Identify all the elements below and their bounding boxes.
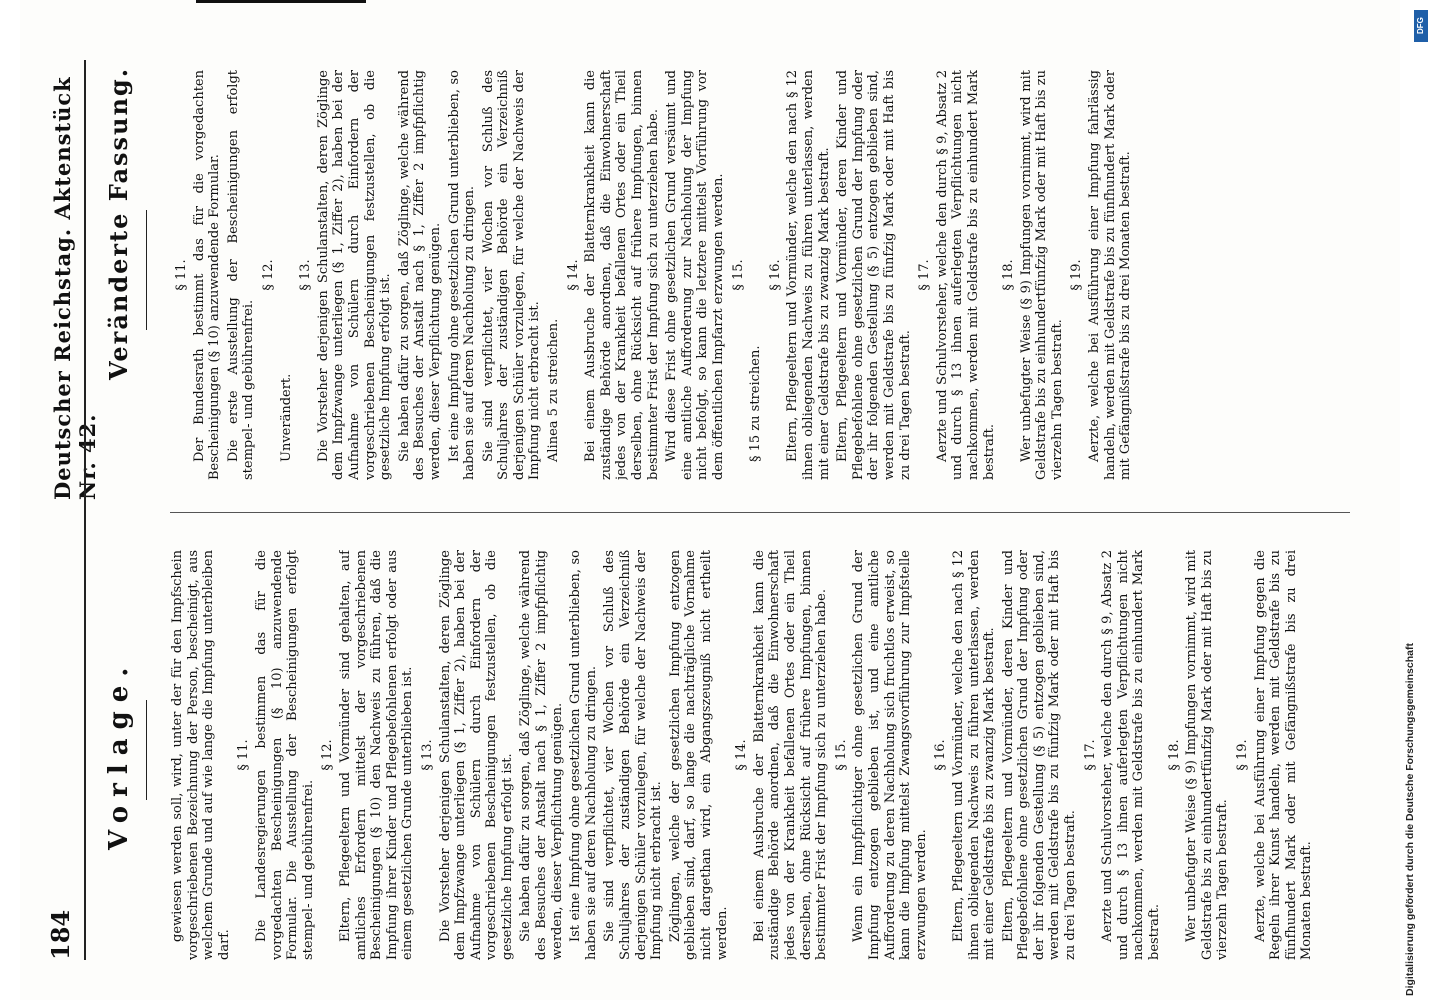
section-number: § 19.	[1069, 259, 1085, 291]
right-heading-underline	[146, 210, 147, 330]
left-column-text	[170, 550, 1360, 960]
digitization-credit: Digitalisierung gefördert durch die Deutsche Forschungsgemeinschaft	[1404, 643, 1416, 996]
paragraph: Die Vorsteher derjenigen Schulanstalten, deren Zöglinge dem Impfzwange unterliegen (§ 1, Ziffer 2), haben bei der Aufnahme von Schülern durch Einfordern der vorgeschriebenen Bescheinigungen festzustellen, ob die gesetzliche Impfung erfolgt ist.	[315, 70, 394, 480]
paragraph: Eltern, Pflegeeltern und Vormünder, welche den nach § 12 ihnen obliegenden Nachweis zu führen unterlassen, werden mit einer Geldstrafe bis zu zwanzig Mark bestraft.	[950, 550, 998, 960]
section-number: § 11.	[174, 259, 189, 291]
paragraph: Alinea 5 zu streichen.	[546, 318, 562, 462]
dfg-badge: DFG	[1414, 10, 1428, 42]
paragraph: Zöglingen, welche der gesetzlichen Impfung entzogen geblieben sind, darf, so lange die nachträgliche Vornahme nicht dargethan wird, ein Abgangszeugniß nicht ertheilt werden.	[667, 550, 730, 960]
running-title: Deutscher Reichstag. Aktenstück Nr. 42.	[50, 76, 100, 500]
paragraph: Sie sind verpflichtet, vier Wochen vor Schluß des Schuljahres der zuständigen Behörde ein Verzeichniß derjenigen Schüler vorzulegen, für welche der Nachweis der Impfung nicht erbracht ist.	[480, 70, 543, 480]
section-number: § 12.	[320, 739, 336, 771]
paragraph: Die Vorsteher derjenigen Schulanstalten, deren Zöglinge dem Impfzwange unterliegen (§ 1, Ziffer 2), haben bei der Aufnahme von Schülern durch Einfordern der vorgeschriebenen Bescheinigungen festzustellen, ob die gesetzliche Impfung erfolgt ist.	[437, 550, 515, 960]
paragraph: Der Bundesrath bestimmt das für die vorgedachten Bescheinigungen (§ 10) anzuwendende Formular.	[191, 70, 223, 480]
rotated-page-content	[20, 0, 1400, 1000]
paragraph: gewiesen werden soll, wird, unter der für den Impfschein vorgeschriebenen Bezeichnung der Person, bescheinigt, aus welchem Grunde und auf wie lange die Impfung unterbleiben darf.	[170, 550, 232, 960]
paragraph: Bei einem Ausbruche der Blatternkrankheit kann die zuständige Behörde anordnen, daß die Einwohnerschaft jedes von der Krankheit befallenen Ortes oder ein Theil derselben, ohne Rücksicht auf frühere Impfungen, binnen bestimmter Frist der Impfung sich zu unterziehen habe.	[751, 550, 830, 960]
paragraph: Unverändert.	[278, 373, 294, 462]
right-column-text	[170, 70, 1360, 480]
section-number: § 12.	[260, 259, 276, 291]
section-number: § 13.	[419, 739, 435, 771]
section-number: § 15.	[730, 259, 746, 291]
page-header	[42, 60, 100, 960]
paragraph: Eltern, Pflegeeltern und Vormünder, deren Kinder und Pflegebefohlene ohne gesetzlichen Grund der Impfung oder der ihr folgenden Gestellung (§ 5) entzogen geblieben sind, werden mit Geldstrafe bis zu fünfzig Mark oder mit Haft bis zu drei Tagen bestraft.	[1000, 550, 1079, 960]
paragraph: Ist eine Impfung ohne gesetzlichen Grund unterblieben, so haben sie auf deren Nachholung zu dringen.	[568, 550, 599, 960]
paragraph: Sie haben dafür zu sorgen, daß Zöglinge, welche während des Besuches der Anstalt nach § 1, Ziffer 2 impfpflichtig werden, dieser Verpflichtung genügen.	[518, 550, 565, 960]
section-number: § 16.	[933, 739, 949, 771]
paragraph: Wird diese Frist ohne gesetzlichen Grund versäumt und eine amtliche Aufforderung zur Nachholung der Impfung nicht befolgt, so kann die letztere mittelst Vorführung vor dem öffentlichen Impfarzt erzwungen werden.	[664, 70, 726, 480]
paragraph: Eltern, Pflegeeltern und Vormünder, deren Kinder und Pflegebefohlene ohne gesetzlichen Grund der Impfung oder der ihr folgenden Gestellung (§ 5) entzogen geblieben sind, werden mit Geldstrafe bis zu fünfzig Mark oder mit Haft bis zu drei Tagen bestraft.	[835, 70, 913, 480]
paragraph: Ist eine Impfung ohne gesetzlichen Grund unterblieben, so haben sie auf deren Nachholung zu dringen.	[446, 70, 478, 480]
paragraph: § 15 zu streichen.	[748, 345, 764, 462]
paragraph: Wenn ein Impfpflichtiger ohne gesetzlichen Grund der Impfung entzogen geblieben ist, und eine amtliche Aufforderung zu deren Nachholung sich fruchtlos erweist, so kann die Impfung mittelst Zwangsvorführung zur Impfstelle erzwungen werden.	[851, 550, 929, 960]
section-number: § 11.	[236, 739, 252, 771]
paragraph: Bei einem Ausbruche der Blatternkrankheit kann die zuständige Behörde anordnen, daß die Einwohnerschaft jedes von der Krankheit befallenen Ortes oder ein Theil derselben, ohne Rücksicht auf frühere Impfungen, binnen bestimmter Frist der Impfung sich zu unterziehen habe.	[583, 70, 661, 480]
section-number: § 15.	[833, 739, 849, 771]
left-heading-underline	[146, 700, 147, 800]
section-number: § 17.	[917, 259, 933, 291]
paragraph: Die erste Ausstellung der Bescheinigungen erfolgt stempel- und gebührenfrei.	[225, 70, 257, 480]
paragraph: Aerzte, welche bei Ausführung einer Impfung fahrlässig handeln, werden mit Geldstrafe bis zu fünfhundert Mark oder mit Gefängnißstrafe bis zu drei Monaten bestraft.	[1087, 70, 1134, 480]
page-number: 184	[46, 909, 75, 960]
section-number: § 14.	[734, 739, 750, 771]
section-number: § 18.	[1166, 739, 1182, 771]
scanned-page	[20, 0, 1400, 1000]
header-rule	[84, 60, 86, 960]
paragraph: Wer unbefugter Weise (§ 9) Impfungen vornimmt, wird mit Geldstrafe bis zu einhundertfünfzig Mark oder mit Haft bis zu vierzehn Tagen bestraft.	[1018, 70, 1065, 480]
right-column-heading: Veränderte Fassung.	[104, 66, 133, 380]
paragraph: Aerzte, welche bei Ausführung einer Impfung gegen die Regeln ihrer Kunst handeln, werden mit Geldstrafe bis zu fünfhundert Mark oder mit Gefängnißstrafe bis zu drei Monaten bestraft.	[1252, 550, 1315, 960]
section-number: § 18.	[1001, 259, 1017, 291]
paragraph: Eltern, Pflegeeltern und Vormünder, welche den nach § 12 ihnen obliegenden Nachweis zu führen unterlassen, werden mit einer Geldstrafe bis zu zwanzig Mark bestraft.	[785, 70, 832, 480]
paragraph: Aerzte und Schulvorsteher, welche den durch § 9, Absatz 2 und durch § 13 ihnen auferlegten Verpflichtungen nicht nachkommen, werden mit Geldstrafe bis zu einhundert Mark bestraft.	[934, 70, 997, 480]
paragraph: Sie sind verpflichtet, vier Wochen vor Schluß des Schuljahres der zuständigen Behörde ein Verzeichniß derjenigen Schüler vorzulegen, für welche der Nachweis der Impfung nicht erbracht ist.	[602, 550, 665, 960]
paragraph: Die Landesregierungen bestimmen das für die vorgedachten Bescheinigungen (§ 10) anzuwendende Formular. Die Ausstellung der Bescheinigungen erfolgt stempel- und gebührenfrei.	[253, 550, 316, 960]
column-divider	[170, 512, 1350, 513]
paragraph: Wer unbefugter Weise (§ 9) Impfungen vornimmt, wird mit Geldstrafe bis zu einhundertfünfzig Mark oder mit Haft bis zu vierzehn Tagen bestraft.	[1184, 550, 1231, 960]
section-number: § 19.	[1235, 739, 1250, 771]
paragraph: Aerzte und Schulvorsteher, welche den durch § 9, Absatz 2 und durch § 13 ihnen auferlegten Verpflichtungen nicht nachkommen, werden mit Geldstrafe bis zu einhundert Mark bestraft.	[1100, 550, 1163, 960]
paragraph: Eltern, Pflegeeltern und Vormünder sind gehalten, auf amtliches Erfordern mittelst der vorgeschriebenen Bescheinigungen (§ 10) den Nachweis zu führen, daß die Impfung ihrer Kinder und Pflegebefohlenen erfolgt oder aus einem gesetzlichen Grunde unterblieben ist.	[337, 550, 416, 960]
section-number: § 14.	[565, 259, 581, 291]
section-number: § 13.	[298, 259, 314, 291]
section-number: § 16.	[767, 259, 783, 291]
paragraph: Sie haben dafür zu sorgen, daß Zöglinge, welche während des Besuches der Anstalt nach § 1, Ziffer 2 impfpflichtig werden, dieser Verpflichtung genügen.	[396, 70, 443, 480]
left-column-heading: Vorlage.	[104, 658, 134, 850]
section-number: § 17.	[1082, 739, 1098, 771]
